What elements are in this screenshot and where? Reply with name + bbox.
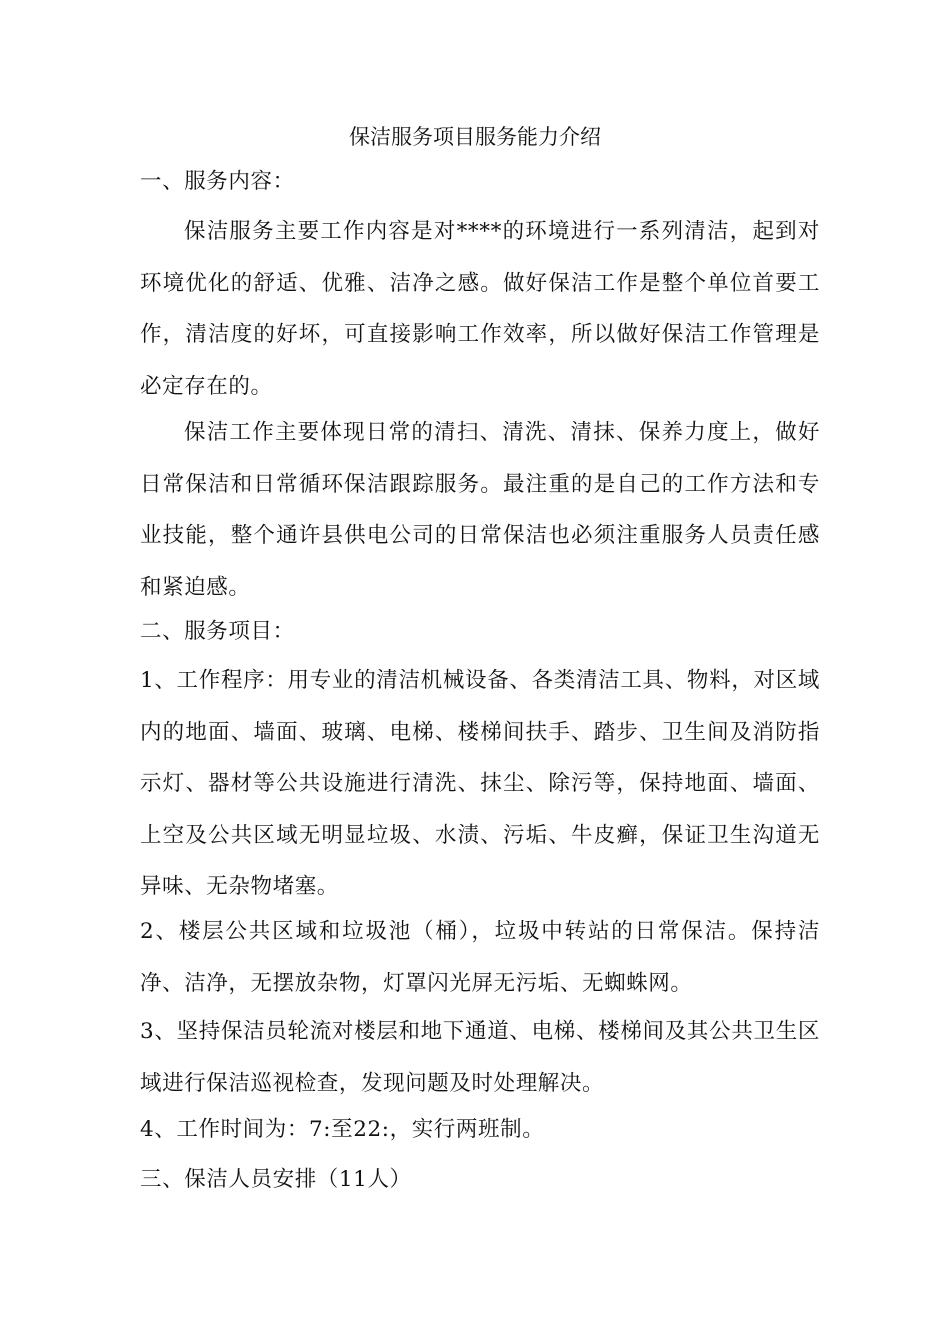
section-3-heading: 三、保洁人员安排（11人） — [140, 1167, 412, 1192]
service-item-3: 3、坚持保洁员轮流对楼层和地下通道、电梯、楼梯间及其公共卫生区域进行保洁巡视检查，发现问题及时处理解决。 — [140, 1019, 820, 1096]
document-title: 保洁服务项目服务能力介绍 — [349, 125, 601, 149]
section-1-paragraph-2: 保洁工作主要体现日常的清扫、清洗、清抹、保养力度上，做好日常保洁和日常循环保洁跟踪服务。最注重的是自己的工作方法和专业技能，整个通许县供电公司的日常保洁也必须注重服务人员责任感和紧迫感。 — [140, 420, 820, 600]
service-item-2: 2、楼层公共区域和垃圾池（桶），垃圾中转站的日常保洁。保持洁净、洁净，无摆放杂物，灯罩闪光屏无污垢、无蜘蛛网。 — [140, 919, 820, 996]
section-1-heading: 一、服务内容： — [140, 169, 295, 194]
service-item-1: 1、工作程序：用专业的清洁机械设备、各类清洁工具、物料，对区域内的地面、墙面、玻璃、电梯、楼梯间扶手、踏步、卫生间及消防指示灯、器材等公共设施进行清洗、抹尘、除污等，保持地面、墙面、上空及公共区域无明显垃圾、水渍、污垢、牛皮癣，保证卫生沟道无异味、无杂物堵塞。 — [140, 668, 820, 899]
section-1-paragraph-1: 保洁服务主要工作内容是对****的环境进行一系列清洁，起到对环境优化的舒适、优雅、洁净之感。做好保洁工作是整个单位首要工作，清洁度的好坏，可直接影响工作效率，所以做好保洁工作管理是必定存在的。 — [140, 219, 820, 399]
service-item-4: 4、工作时间为：7:至22:，实行两班制。 — [140, 1117, 545, 1142]
section-2-heading: 二、服务项目： — [140, 619, 295, 644]
